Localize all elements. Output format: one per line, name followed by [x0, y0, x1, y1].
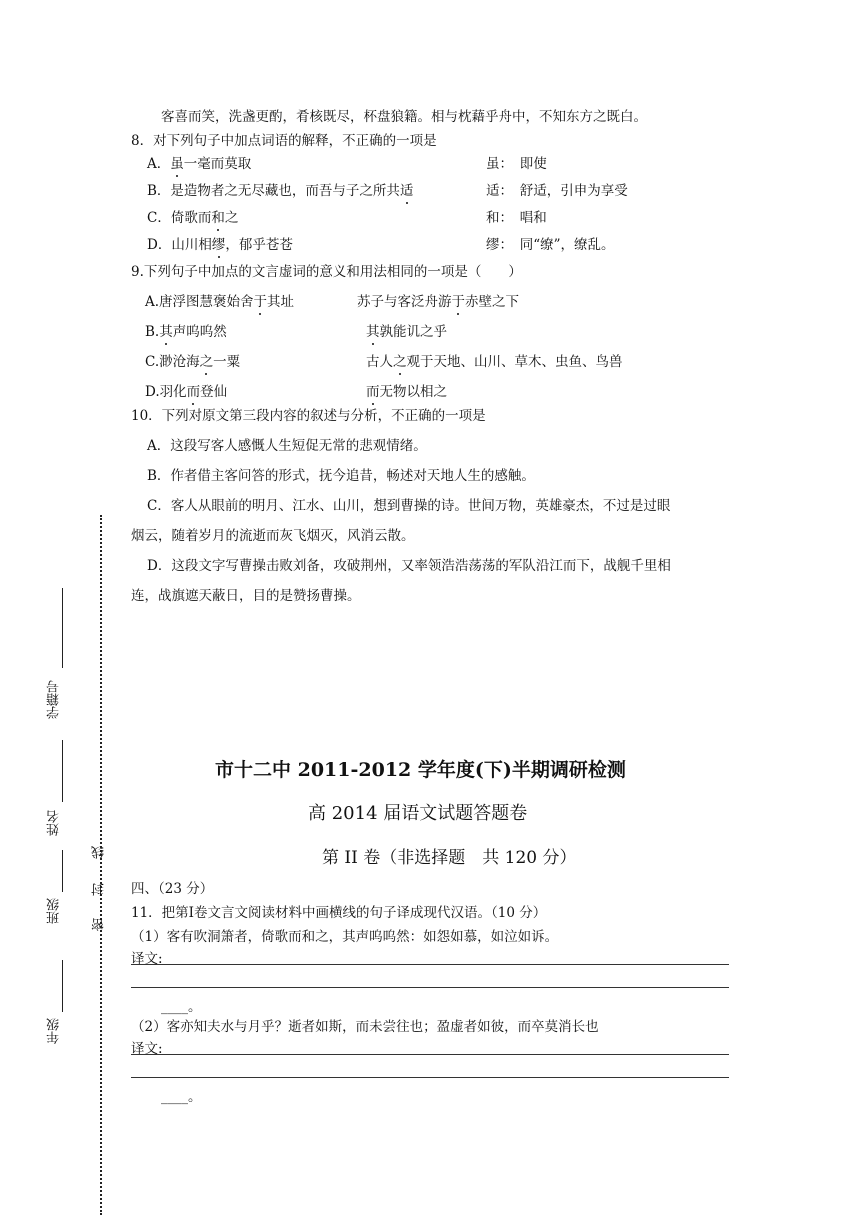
- q9-row-a-left: A.唐浮图慧褒始舍于其址: [145, 294, 295, 310]
- q10-option-d-line2: 连，战旗遮天蔽日，目的是赞扬曹操。: [131, 588, 361, 604]
- answer-line[interactable]: [131, 1077, 729, 1078]
- answer-line[interactable]: [131, 987, 729, 988]
- q10-option-d-line1: D．这段文字写曹操击败刘备，攻破荆州，又率领浩浩荡荡的军队沿江而下，战舰千里相: [147, 558, 671, 574]
- q8-option-d-gloss: 缪： 同“缭”，缭乱。: [486, 237, 615, 253]
- q11-sentence-2: （2）客亦知夫水与月乎？逝者如斯，而未尝往也；盈虚者如彼，而卒莫消长也: [131, 1019, 599, 1035]
- q9-row-b-left: B.其声呜呜然: [145, 324, 227, 340]
- q11-stem: 11．把第Ⅰ卷文言文阅读材料中画横线的句子译成现代汉语。（10 分）: [131, 905, 547, 921]
- q10-option-c-line2: 烟云，随着岁月的流逝而灰飞烟灭，风消云散。: [131, 528, 415, 544]
- q11-sentence-1: （1）客有吹洞箫者，倚歌而和之，其声呜呜然：如怨如慕，如泣如诉。: [131, 929, 559, 945]
- translation-label-1: 译文:: [131, 951, 163, 967]
- label-name: 姓名: [47, 810, 62, 836]
- volume-heading: 第 II 卷（非选择题 共 120 分）: [322, 848, 577, 868]
- answer-end-mark-1: ____。: [161, 999, 202, 1015]
- seal-char-secret: 密: [92, 918, 107, 931]
- q10-option-c-line1: C．客人从眼前的明月、江水、山川，想到曹操的诗。世间万物，英雄豪杰，不过是过眼: [147, 498, 671, 514]
- q9-row-d-left: D.羽化而登仙: [145, 384, 228, 400]
- seal-dotted-line: [100, 515, 102, 1215]
- seal-char-line: 线: [92, 846, 107, 859]
- label-class: 班级: [47, 898, 62, 924]
- q9-row-c-left: C.渺沧海之一粟: [145, 354, 241, 370]
- translation-label-2: 译文:: [131, 1041, 163, 1057]
- answer-line[interactable]: [131, 1054, 729, 1055]
- q9-row-c-right: 古人之观于天地、山川、草木、虫鱼、鸟兽: [366, 354, 623, 370]
- passage-last-line: 客喜而笑，洗盏更酌，肴核既尽，杯盘狼籍。相与枕藉乎舟中，不知东方之既白。: [161, 109, 647, 125]
- label-student-id: 学籍号: [47, 680, 62, 719]
- q8-option-b-gloss: 适： 舒适，引申为享受: [486, 183, 628, 199]
- q9-row-d-right: 而无物以相之: [366, 384, 447, 400]
- answer-sheet-title: 市十二中 2011-2012 学年度(下)半期调研检测: [215, 759, 626, 781]
- q8-option-d: D．山川相缪，郁乎苍苍: [147, 237, 293, 253]
- q8-option-a-gloss: 虽： 即使: [486, 156, 547, 172]
- q8-option-c-gloss: 和： 唱和: [486, 210, 547, 226]
- q10-stem: 10．下列对原文第三段内容的叙述与分析，不正确的一项是: [131, 408, 486, 424]
- answer-sheet-subtitle: 高 2014 届语文试题答题卷: [308, 803, 528, 824]
- q8-stem: 8．对下列句子中加点词语的解释，不正确的一项是: [131, 133, 437, 149]
- q10-option-b: B．作者借主客问答的形式，抚今追昔，畅述对天地人生的感触。: [147, 468, 535, 484]
- q8-option-c: C．倚歌而和之: [147, 210, 239, 226]
- fill-line-student-id[interactable]: [62, 588, 63, 668]
- fill-line-name[interactable]: [62, 740, 63, 802]
- q9-row-a-right: 苏子与客泛舟游于赤壁之下: [357, 294, 519, 310]
- q9-stem: 9.下列句子中加点的文言虚词的意义和用法相同的一项是（ ）: [131, 264, 522, 280]
- section-four-heading: 四、（23 分）: [131, 881, 214, 897]
- q8-option-b: B．是造物者之无尽藏也，而吾与子之所共适: [147, 183, 414, 199]
- label-grade: 年级: [47, 1018, 62, 1044]
- answer-line[interactable]: [131, 964, 729, 965]
- fill-line-class[interactable]: [62, 850, 63, 892]
- fill-line-grade[interactable]: [62, 960, 63, 1012]
- q9-row-b-right: 其孰能讥之乎: [366, 324, 447, 340]
- q10-option-a: A．这段写客人感慨人生短促无常的悲观情绪。: [147, 438, 427, 454]
- answer-end-mark-2: ____。: [161, 1089, 202, 1105]
- q8-option-a: A．虽一毫而莫取: [147, 156, 252, 172]
- seal-char-seal: 封: [92, 883, 107, 896]
